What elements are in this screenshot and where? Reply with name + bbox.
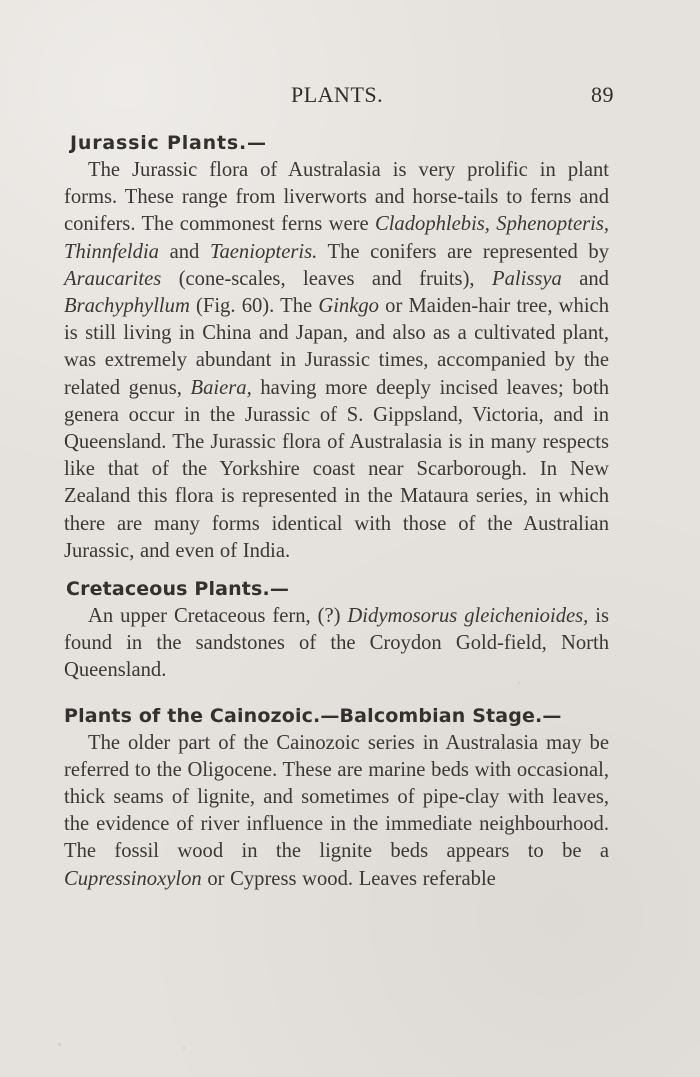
cainozoic-section bbox=[64, 703, 609, 893]
cainozoic-text-1: The older part of the Cainozoic series in Australasia may be referred to the Oligocene. These are marine beds with occasional, thick seams of lignite, and sometimes of pipe-clay with leaves, the evidence of river influence in the immediate neighbourhood. The fossil wood in the lignite beds appears to be a bbox=[64, 731, 609, 863]
running-head bbox=[64, 82, 614, 110]
running-title: PLANTS. bbox=[291, 82, 384, 107]
jurassic-section bbox=[64, 130, 609, 565]
jurassic-text-3: The conifers are represented by bbox=[317, 240, 609, 263]
jurassic-text-2: and bbox=[158, 240, 210, 263]
jurassic-genus-ginkgo: Ginkgo bbox=[318, 295, 379, 318]
jurassic-genus-palissya: Palissya bbox=[492, 267, 562, 290]
page-number: 89 bbox=[591, 82, 614, 107]
cretaceous-section bbox=[64, 576, 609, 685]
jurassic-genus-taeniopteris: Taeniopteris. bbox=[209, 240, 318, 263]
jurassic-genus-baiera: Baiera, bbox=[190, 376, 252, 399]
cretaceous-text-1: An upper Cretaceous fern, (?) bbox=[88, 605, 348, 628]
jurassic-text-5: and bbox=[561, 267, 609, 290]
jurassic-text-8: having more deeply incised leaves; both genera occur in the Jurassic of S. Gippsland, Victoria, and in Queensland. The Jurassic flora of Australasia is in many respects like that of the Yorkshire coast near Scarborough. In New Zealand this flora is represented in the Mataura series, in which there are many forms identical with those of the Australian Jurassic, and even of India. bbox=[64, 376, 609, 562]
cretaceous-text-2: is found in the sandstones of the Croydon Gold-field, North Queensland. bbox=[64, 605, 609, 682]
jurassic-text-4: (cone-scales, leaves and fruits), bbox=[161, 267, 493, 290]
cainozoic-wood-name: Cupressinoxylon bbox=[64, 867, 202, 890]
paper-speck bbox=[58, 1043, 61, 1046]
jurassic-text-6: (Fig. 60). The bbox=[189, 295, 319, 318]
jurassic-paragraph bbox=[64, 157, 609, 565]
cretaceous-heading: Cretaceous Plants.— bbox=[66, 578, 290, 601]
jurassic-genus-brachyphyllum: Brachyphyllum bbox=[64, 295, 190, 318]
cretaceous-paragraph bbox=[64, 603, 609, 685]
jurassic-heading: Jurassic Plants.— bbox=[70, 132, 267, 154]
cainozoic-heading: Plants of the Cainozoic.—Balcombian Stage.— bbox=[64, 704, 562, 727]
jurassic-text-7: or Maiden-hair tree, which is still living in China and Japan, and also as a cultivated plant, was extremely abundant in Jurassic times, accompanied by the related genus, bbox=[64, 295, 609, 399]
jurassic-genus-araucarites: Araucarites bbox=[64, 267, 162, 290]
jurassic-genus-list: Cladophlebis, Sphenopteris, Thinnfeldia bbox=[64, 213, 609, 263]
page-content bbox=[64, 130, 609, 893]
cainozoic-paragraph bbox=[64, 730, 609, 893]
jurassic-text-1: The Jurassic flora of Australasia is very prolific in plant forms. These range from liverworts and horse-tails to ferns and conifers. The commonest ferns were bbox=[64, 159, 609, 236]
cainozoic-text-2: or Cypress wood. Leaves referable bbox=[201, 867, 496, 890]
paper-speck bbox=[518, 682, 520, 684]
paper-speck bbox=[183, 1047, 185, 1049]
cretaceous-fern-name: Didymosorus gleichenioides, bbox=[347, 605, 589, 628]
